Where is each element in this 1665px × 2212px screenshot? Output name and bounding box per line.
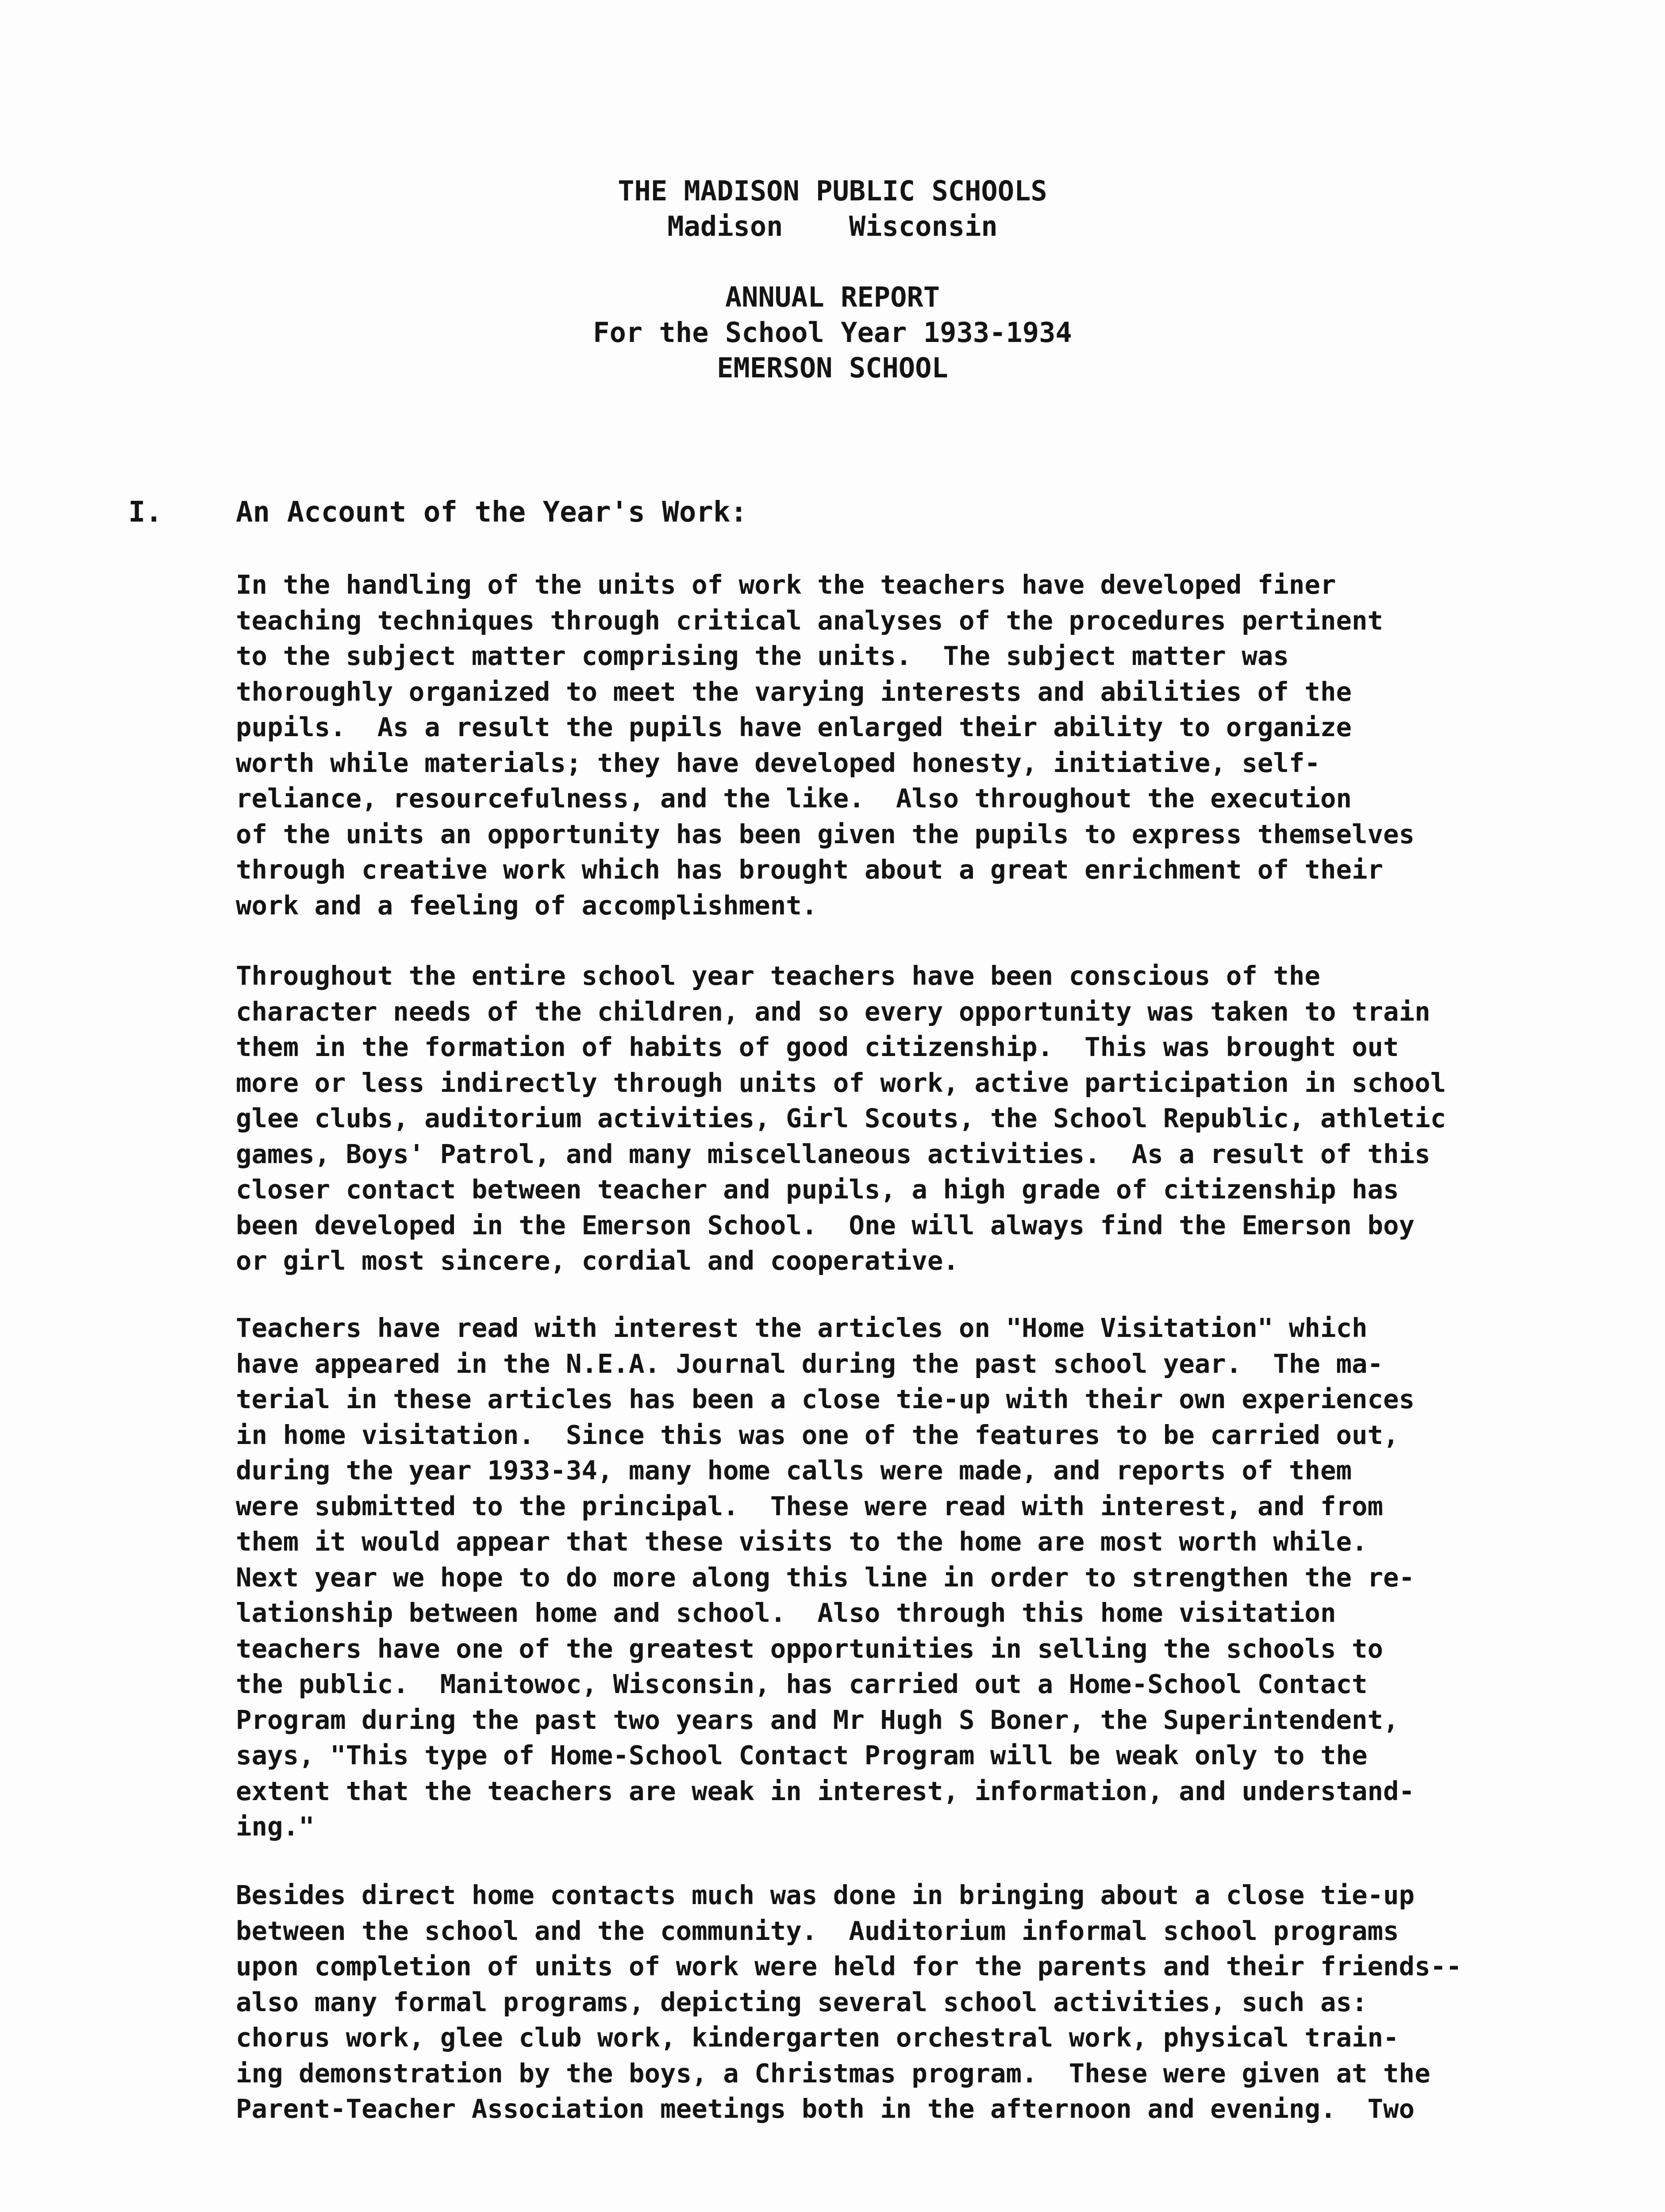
paragraph-line: through creative work which has brought about a great enrichment of their <box>236 854 1384 885</box>
paragraph-line: extent that the teachers are weak in interest, information, and understand- <box>236 1775 1415 1806</box>
paragraph-line: Throughout the entire school year teachers have been conscious of the <box>236 960 1320 991</box>
paragraph-line: pupils. As a result the pupils have enlarged their ability to organize <box>236 712 1352 742</box>
paragraph-line: also many formal programs, depicting several school activities, such as: <box>236 1986 1368 2017</box>
paragraph-line: reliance, resourcefulness, and the like. Also throughout the execution <box>236 783 1352 814</box>
paragraph-line: more or less indirectly through units of work, active participation in school <box>236 1067 1446 1098</box>
paragraph-line: Besides direct home contacts much was done in bringing about a close tie-up <box>236 1880 1415 1910</box>
paragraph-line: the public. Manitowoc, Wisconsin, has carried out a Home-School Contact <box>236 1669 1368 1699</box>
paragraph-line: during the year 1933-34, many home calls were made, and reports of them <box>236 1455 1352 1486</box>
paragraph-line: of the units an opportunity has been given the pupils to express themselves <box>236 818 1415 849</box>
paragraph-line: work and a feeling of accomplishment. <box>236 890 818 921</box>
paragraph <box>236 1310 1616 1845</box>
paragraph-line: chorus work, glee club work, kindergarten orchestral work, physical train- <box>236 2022 1399 2053</box>
paragraph <box>236 567 1616 923</box>
paragraph-line: thoroughly organized to meet the varying interests and abilities of the <box>236 676 1352 707</box>
paragraph-line: Next year we hope to do more along this line in order to strengthen the re- <box>236 1562 1415 1593</box>
paragraph-line: Program during the past two years and Mr Hugh S Boner, the Superintendent, <box>236 1704 1399 1735</box>
section-number: I. <box>128 496 163 529</box>
paragraph-line: or girl most sincere, cordial and cooperative. <box>236 1245 959 1276</box>
paragraph-line: teaching techniques through critical analyses of the procedures pertinent <box>236 605 1384 636</box>
paragraph-line: character needs of the children, and so every opportunity was taken to train <box>236 996 1430 1027</box>
paragraph-line: them it would appear that these visits to the home are most worth while. <box>236 1526 1368 1557</box>
paragraph-line: terial in these articles has been a close tie-up with their own experiences <box>236 1384 1415 1414</box>
paragraph-line: upon completion of units of work were held for the parents and their friends-- <box>236 1951 1462 1982</box>
paragraph-line: been developed in the Emerson School. One will always find the Emerson boy <box>236 1210 1415 1240</box>
paragraph-line: lationship between home and school. Also through this home visitation <box>236 1598 1336 1628</box>
paragraph-line: In the handling of the units of work the teachers have developed finer <box>236 569 1336 600</box>
section-title: An Account of the Year's Work: <box>236 496 747 529</box>
paragraph-line: between the school and the community. Auditorium informal school programs <box>236 1915 1399 1946</box>
paragraph-line: in home visitation. Since this was one of the features to be carried out, <box>236 1419 1399 1450</box>
paragraph-line: have appeared in the N.E.A. Journal during the past school year. The ma- <box>236 1348 1384 1379</box>
report-title: ANNUAL REPORT <box>725 281 940 313</box>
paragraph-line: glee clubs, auditorium activities, Girl Scouts, the School Republic, athletic <box>236 1103 1446 1133</box>
paragraph-line: Parent-Teacher Association meetings both in the afternoon and evening. Two <box>236 2093 1415 2124</box>
letterhead <box>0 173 1665 244</box>
org-location: Madison Wisconsin <box>667 210 998 242</box>
org-name: THE MADISON PUBLIC SCHOOLS <box>618 175 1047 207</box>
paragraph-line: Teachers have read with interest the articles on "Home Visitation" which <box>236 1313 1368 1343</box>
paragraph-line: them in the formation of habits of good citizenship. This was brought out <box>236 1032 1399 1062</box>
paragraph-line: were submitted to the principal. These were read with interest, and from <box>236 1490 1384 1521</box>
paragraph <box>236 958 1616 1279</box>
paragraph-line: worth while materials; they have developed honesty, initiative, self- <box>236 747 1320 778</box>
paragraph <box>236 1878 1616 2127</box>
school-name: EMERSON SCHOOL <box>717 352 948 384</box>
paragraph-line: teachers have one of the greatest opportunities in selling the schools to <box>236 1633 1384 1664</box>
report-heading <box>0 280 1665 386</box>
paragraph-line: ing demonstration by the boys, a Christmas program. These were given at the <box>236 2058 1430 2089</box>
paragraph-line: games, Boys' Patrol, and many miscellaneous activities. As a result of this <box>236 1138 1430 1169</box>
paragraph-line: ing." <box>236 1811 315 1842</box>
paragraph-line: to the subject matter comprising the units. The subject matter was <box>236 641 1289 671</box>
school-year: For the School Year 1933-1934 <box>593 316 1072 349</box>
paragraph-line: says, "This type of Home-School Contact Program will be weak only to the <box>236 1740 1368 1770</box>
paragraph-line: closer contact between teacher and pupils, a high grade of citizenship has <box>236 1174 1399 1205</box>
